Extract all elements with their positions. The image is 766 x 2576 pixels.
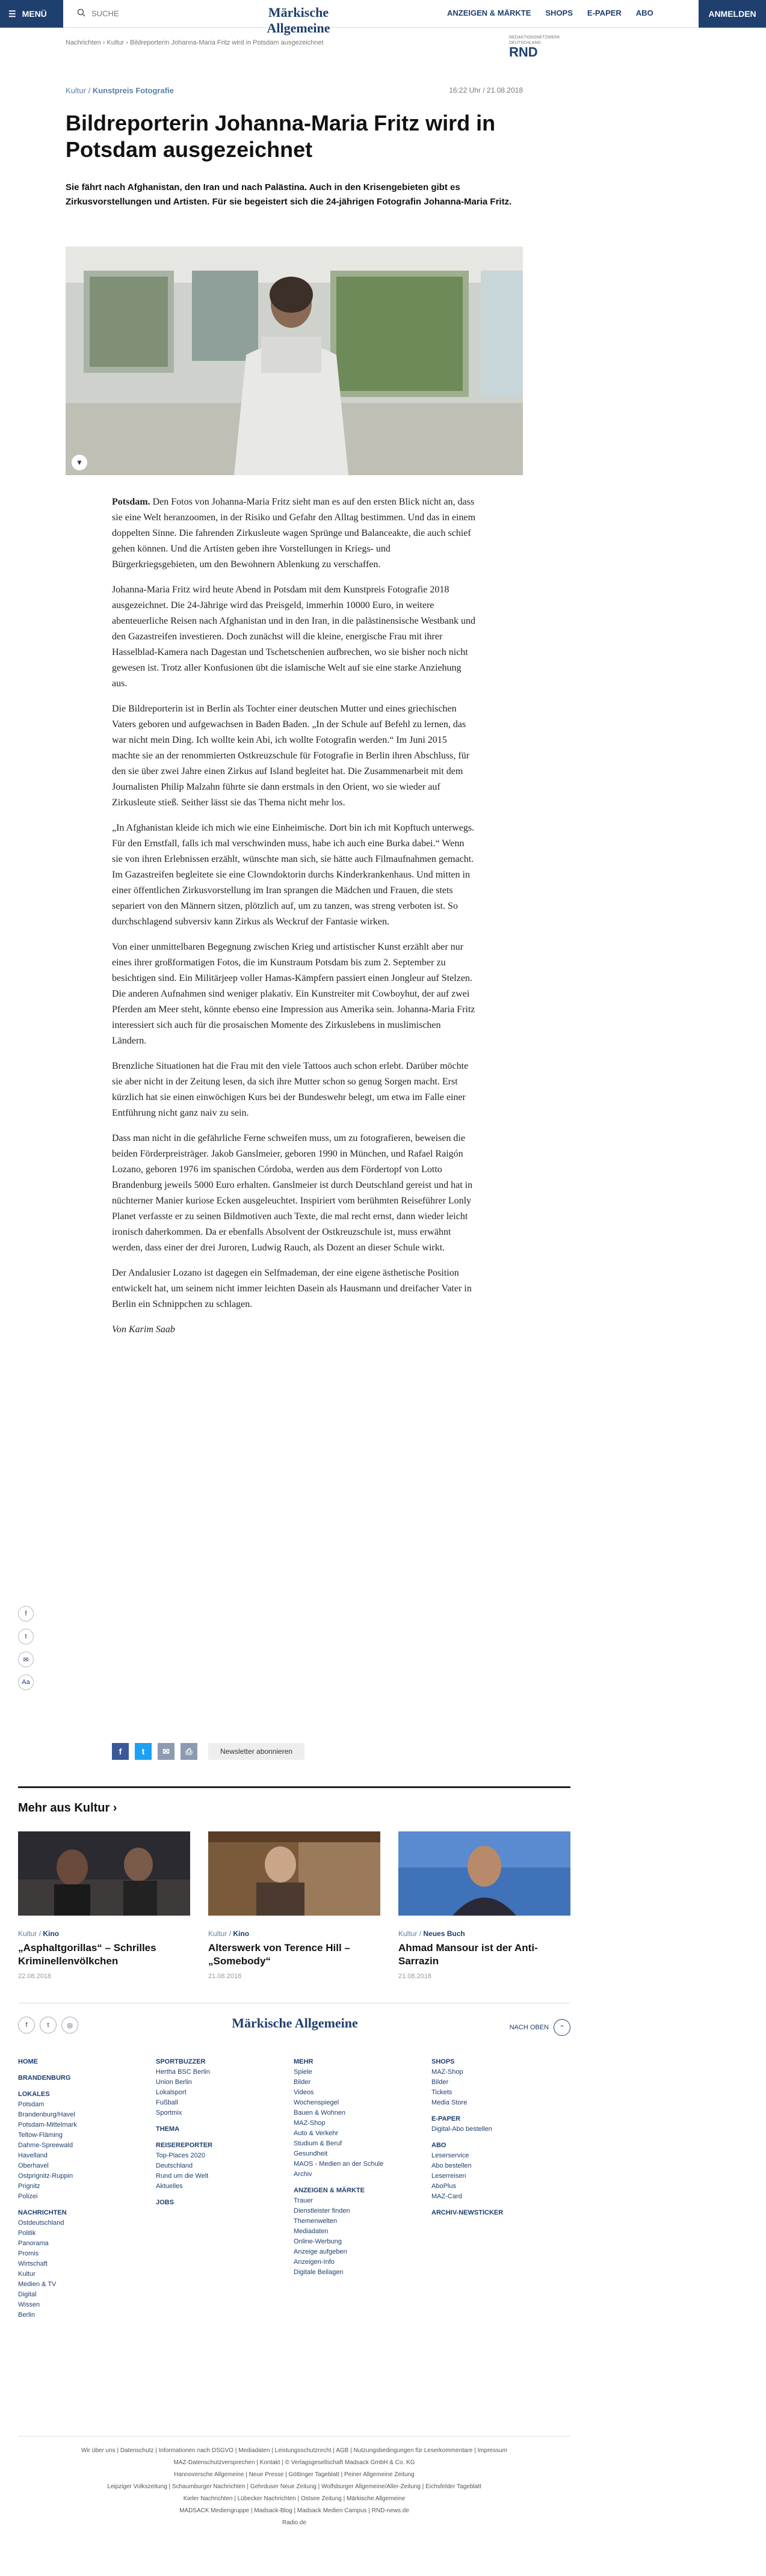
footer-link[interactable]: Spiele xyxy=(294,2068,312,2076)
footer-heading[interactable]: REISEREPORTER xyxy=(156,2142,213,2149)
teaser-sub: Kino xyxy=(233,1929,250,1938)
footer-link[interactable]: Bauen & Wohnen xyxy=(294,2109,346,2116)
teaser-category: Kultur / Kino xyxy=(208,1929,250,1938)
top-nav xyxy=(447,8,653,17)
author: Von Karim Saab xyxy=(112,1324,175,1335)
back-to-top[interactable] xyxy=(510,2019,570,2036)
rnd-logo[interactable] xyxy=(509,35,569,59)
paragraph: Dass man nicht in die gefährliche Ferne schweifen muss, um zu fotografieren, beweisen die beiden Förderpreisträger. Jakob Ganslmeier, geboren 1990 in München, und Rafael Raigón Lozano, geboren 1976 im spanischen Córdoba, werden aus dem Fördertopf von Lotto Brandenburg jeweils 5000 Euro erhalten. Ganslmeier ist durch Deutschland gereist und hat in nüchterner Manier kuriose Ecken ausgeleuchtet. Inspiriert vom berühmten Reiseführer Lonly Planet verfasste er zu seinen Bildmotiven auch Texte, die mal recht ernst, dann wieder leicht ironisch daherkommen. Da er ebenfalls Absolvent der Ostkreuzschule ist, muss erwähnt werden, dass einer der drei Juroren, Ludwig Rauch, als Dozent an dieser Schule wirkt. xyxy=(112,1133,473,1253)
floating-share xyxy=(18,1606,34,1690)
footer-heading[interactable]: ABO xyxy=(431,2142,446,2149)
facebook-icon[interactable]: f xyxy=(18,2017,35,2033)
footer-link[interactable]: Polizei xyxy=(18,2193,38,2200)
footer-social xyxy=(18,2017,78,2033)
paragraph: Von einer unmittelbaren Begegnung zwischen Krieg und artistischer Kunst erzählt aber nur eines ihrer großformatigen Fotos, die im Kunstraum Potsdam bis zum 2. September zu besichtigen sind. Ein Militärjeep voller Hamas-Kämpfern passiert einen Jongleur auf Stelzen. Die anderen Aufnahmen sind weniger plakativ. Ein Kunstreiter mit Cowboyhut, der auf zwei Pferden am Meer steht, könnte ebenso eine Impression aus Amerika sein. Johanna-Maria Fritz interessiert sich auch für die prosaischen Momente des Zirkuslebens in muslimischen Ländern. xyxy=(112,942,475,1046)
footer-link[interactable]: Studium & Beruf xyxy=(294,2140,342,2147)
nav-anzeigen[interactable]: ANZEIGEN & MÄRKTE xyxy=(447,8,531,17)
footer-link[interactable]: Gesundheit xyxy=(294,2150,328,2157)
footer-heading[interactable]: NACHRICHTEN xyxy=(18,2209,67,2216)
footer-link[interactable]: Archiv xyxy=(294,2171,312,2178)
footer-link[interactable]: Promis xyxy=(18,2250,39,2257)
footer-link[interactable]: Medien & TV xyxy=(18,2281,57,2288)
font-size-icon[interactable]: Aa xyxy=(18,1674,34,1690)
footer-link[interactable]: Politik xyxy=(18,2230,36,2237)
footer xyxy=(0,1997,766,2576)
footer-link[interactable]: Kultur xyxy=(18,2270,36,2278)
hero-image[interactable] xyxy=(66,247,523,475)
footer-link[interactable]: Auto & Verkehr xyxy=(294,2130,338,2137)
facebook-share-icon[interactable]: f xyxy=(112,1743,129,1760)
teaser-title: Ahmad Mansour ist der Anti-Sarrazin xyxy=(398,1942,538,1967)
footer-link[interactable]: Bilder xyxy=(431,2079,449,2086)
footer-link[interactable]: MAZ-Card xyxy=(431,2193,462,2200)
footer-link[interactable]: Deutschland xyxy=(156,2162,193,2169)
rnd-sub: REDAKTIONSNETZWERK DEUTSCHLAND xyxy=(509,35,560,45)
footer-columns xyxy=(18,2057,570,2320)
teaser-title: Alterswerk von Terence Hill – „Somebody“ xyxy=(208,1942,350,1967)
footer-heading[interactable]: THEMA xyxy=(156,2126,180,2133)
paragraph xyxy=(112,494,476,573)
footer-column xyxy=(431,2057,569,2320)
footer-link[interactable]: Aktuelles xyxy=(156,2183,183,2190)
teaser-card[interactable] xyxy=(398,1831,570,1980)
paragraph-text: Den Fotos von Johanna-Maria Fritz sieht man es auf den ersten Blick nicht an, dass sie eine Welt heranzoomen, in der Risiko und Gefahr den Alltag bestimmen. Und das in einem doppelten Sinne. Die fahrenden Zirkusleute wagen Sprünge und Balanceakte, die auch schief gehen können. Und die Artisten geben ihre Vorstellungen in Kriegs- und Bürgerkriegsgebieten, um den Bewohnern Ablenkung zu verschaffen. xyxy=(112,497,476,570)
teaser-title: „Asphaltgorillas“ – Schrilles Kriminellenvölkchen xyxy=(18,1942,156,1967)
footer-link[interactable]: Anzeige aufgeben xyxy=(294,2248,347,2255)
mail-icon[interactable]: ✉ xyxy=(18,1652,34,1667)
twitter-share-icon[interactable]: t xyxy=(135,1743,152,1760)
footer-link[interactable]: Panorama xyxy=(18,2240,49,2247)
teaser-category: Kultur / Kino xyxy=(18,1929,60,1938)
paragraph: Der Andalusier Lozano ist dagegen ein Selfmademan, der eine eigene ästhetische Position entwickelt hat, um seinem nicht immer leichten Dasein als Hausmann und dreifacher Vater in Berlin ein Schnippchen zu schlagen. xyxy=(112,1268,472,1309)
footer-link[interactable]: Digital xyxy=(18,2291,37,2298)
teaser-sub: Kino xyxy=(43,1929,60,1938)
footer-heading[interactable]: HOME xyxy=(18,2058,38,2065)
footer-link[interactable]: Ostdeutschland xyxy=(18,2219,64,2227)
footer-link[interactable]: MAZ-Shop xyxy=(294,2120,326,2127)
footer-column xyxy=(18,2057,156,2320)
footer-heading[interactable]: MEHR xyxy=(294,2058,314,2065)
topic-link[interactable]: Kunstpreis Fotografie xyxy=(92,86,174,95)
nav-shops[interactable]: SHOPS xyxy=(545,8,573,17)
article-lead: Sie fährt nach Afghanistan, den Iran und nach Palästina. Auch in den Krisengebieten gibt es Zirkusvorstellungen und Artisten. Für sie begeistert sich die 24-jährigen Fotografin Johanna-Maria Fritz. xyxy=(66,182,512,207)
footer-heading[interactable]: SPORTBUZZER xyxy=(156,2058,206,2065)
search-label: SUCHE xyxy=(91,9,119,18)
category-link[interactable]: Kultur xyxy=(66,86,86,95)
nav-epaper[interactable]: E-PAPER xyxy=(587,8,622,17)
menu-label: MENÜ xyxy=(22,9,47,19)
footer-link[interactable]: Dahme-Spreewald xyxy=(18,2142,73,2149)
footer-heading[interactable]: SHOPS xyxy=(431,2058,455,2065)
share-bar xyxy=(112,1743,304,1760)
top-bar xyxy=(0,0,766,35)
legal-links[interactable]: Radio.de xyxy=(282,2519,307,2526)
footer-link[interactable]: Brandenburg/Havel xyxy=(18,2111,75,2118)
footer-heading[interactable]: ARCHIV-NEWSTICKER xyxy=(431,2209,504,2216)
breadcrumb[interactable]: Nachrichten › Kultur › Bildreporterin Johanna-Maria Fritz wird in Potsdam ausgezeichnet xyxy=(66,39,324,46)
footer-link[interactable]: Teltow-Fläming xyxy=(18,2132,63,2139)
footer-link[interactable]: Lokalsport xyxy=(156,2089,187,2096)
legal-links[interactable]: MADSACK Mediengruppe | Madsack-Blog | Madsack Medien Campus | RND-news.de xyxy=(179,2507,409,2514)
teaser-cat: Kultur xyxy=(398,1929,418,1938)
footer-link[interactable]: Union Berlin xyxy=(156,2079,192,2086)
footer-link[interactable]: Havelland xyxy=(18,2152,48,2159)
footer-heading[interactable]: ANZEIGEN & MÄRKTE xyxy=(294,2187,365,2194)
footer-logo[interactable]: Märkische Allgemeine xyxy=(232,2015,358,2030)
footer-link[interactable]: Potsdam-Mittelmark xyxy=(18,2121,77,2129)
legal-links[interactable]: Wir über uns | Datenschutz | Informationen nach DSGVO | Mediadaten | Leistungsschutzrecht | AGB | Nutzungsbedingungen für Leserkommentare | Impressum xyxy=(81,2447,507,2454)
footer-link[interactable]: Videos xyxy=(294,2089,314,2096)
footer-link[interactable]: Abo bestellen xyxy=(431,2162,472,2169)
more-section-title[interactable]: Mehr aus Kultur › xyxy=(18,1801,117,1815)
mail-share-icon[interactable]: ✉ xyxy=(158,1743,175,1760)
teaser-cat: Kultur xyxy=(18,1929,37,1938)
hero-photo xyxy=(66,247,523,475)
legal-links[interactable]: MAZ-Datenschutzversprechen | Kontakt | © Verlagsgesellschaft Madsack GmbH & Co. KG xyxy=(173,2459,415,2466)
login-button[interactable]: ANMELDEN xyxy=(699,0,766,28)
footer-column xyxy=(156,2057,294,2320)
article-meta xyxy=(66,86,523,95)
footer-link[interactable]: Bilder xyxy=(294,2079,311,2086)
more-cards xyxy=(18,1831,570,1980)
footer-link[interactable]: Leserreisen xyxy=(431,2172,466,2180)
teaser-image xyxy=(208,1831,380,1916)
footer-link[interactable]: Media Store xyxy=(431,2099,468,2106)
instagram-icon[interactable]: ◎ xyxy=(61,2017,78,2033)
footer-heading[interactable]: LOKALES xyxy=(18,2091,50,2098)
footer-link[interactable]: Dienstleister finden xyxy=(294,2207,350,2215)
footer-link[interactable]: Digitale Beilagen xyxy=(294,2269,344,2276)
footer-link[interactable]: Top-Places 2020 xyxy=(156,2152,205,2159)
twitter-icon[interactable]: t xyxy=(18,1629,34,1644)
article-date: 16:22 Uhr / 21.08.2018 xyxy=(449,86,523,94)
footer-link[interactable]: Rund um die Welt xyxy=(156,2172,209,2180)
paragraph: Die Bildreporterin ist in Berlin als Tochter einer deutschen Mutter und eines griechischen Vaters geboren und aufgewachsen in Baden Baden. „In der Schule auf Befehl zu lernen, das war nicht mein Ding. Ich wollte kein Abi, ich wollte Fotografin werden.“ Im Juni 2015 machte sie an der renommierten Ostkreuzschule für Fotografie in Berlin ihren Abschluss, für den sie über zwei Jahre einen Zirkus auf Island begleitet hat. Die Zusammenarbeit mit dem Journalisten Philip Malzahn führte sie dann erstmals in den Orient, wo sie wieder auf Zirkusleute stieß. Seither lässt sie das Thema nicht mehr los. xyxy=(112,704,470,808)
rnd-label: RND xyxy=(509,45,538,60)
footer-link[interactable]: Prignitz xyxy=(18,2183,40,2190)
chevron-down-icon[interactable]: ▼ xyxy=(72,455,87,470)
footer-link[interactable]: Themenwelten xyxy=(294,2218,338,2225)
footer-link[interactable]: Online-Werbung xyxy=(294,2238,342,2245)
teaser-cat: Kultur xyxy=(208,1929,227,1938)
footer-link[interactable]: AboPlus xyxy=(431,2183,456,2190)
teaser-category: Kultur / Neues Buch xyxy=(398,1929,465,1938)
footer-legal xyxy=(18,2436,570,2529)
teaser-card[interactable] xyxy=(208,1831,380,1980)
legal-links[interactable]: Leipziger Volkszeitung | Schaumburger Nachrichten | Gehrduser Neue Zeitung | Wolfsburger Allgemeine/Aller-Zeitung | Eichsfelder Tageblatt xyxy=(107,2483,481,2490)
footer-link[interactable]: Berlin xyxy=(18,2311,36,2319)
footer-link[interactable]: Potsdam xyxy=(18,2101,45,2108)
article-body xyxy=(112,494,476,1347)
nav-abo[interactable]: ABO xyxy=(635,8,653,17)
footer-link[interactable]: Digital-Abo bestellen xyxy=(431,2126,492,2133)
footer-link[interactable]: Leserservice xyxy=(431,2152,469,2159)
footer-link[interactable]: Oberhavel xyxy=(18,2162,49,2169)
legal-links[interactable]: Hannoversche Allgemeine | Neue Presse | Göttinger Tageblatt | Peiner Allgemeine Zeitung xyxy=(174,2471,415,2478)
print-icon[interactable]: ⎙ xyxy=(181,1743,197,1760)
search-icon xyxy=(77,8,85,19)
paragraph: Brenzliche Situationen hat die Frau mit den viele Tattoos auch schon erlebt. Darüber möchte sie aber nicht in der Zeitung lesen, da sich ihre Mutter schon so genug Sorgen macht. Erst kürzlich hat sie einen einwöchigen Kurs bei der Bundeswehr belegt, um etwa im Falle einer Entführung nicht ganz naiv zu sein. xyxy=(112,1061,469,1118)
menu-button[interactable] xyxy=(0,0,63,28)
article-title: Bildreporterin Johanna-Maria Fritz wird in Potsdam ausgezeichnet xyxy=(66,111,496,162)
teaser-date: 22.08.2018 xyxy=(18,1973,52,1980)
footer-link[interactable]: Fußball xyxy=(156,2099,178,2106)
chevron-up-icon: ⌃ xyxy=(554,2019,570,2036)
legal-links[interactable]: Kieler Nachrichten | Lübecker Nachrichten | Ostsee Zeitung | Märkische Allgemeine xyxy=(183,2495,406,2502)
search-button[interactable] xyxy=(77,8,119,19)
footer-link[interactable]: Hertha BSC Berlin xyxy=(156,2068,210,2076)
teaser-sub: Neues Buch xyxy=(423,1929,465,1938)
hamburger-icon: ☰ xyxy=(8,8,16,19)
teaser-image xyxy=(18,1831,190,1916)
footer-heading[interactable]: E-PAPER xyxy=(431,2115,461,2123)
paragraph: Johanna-Maria Fritz wird heute Abend in Potsdam mit dem Kunstpreis Fotografie 2018 ausgezeichnet. Die 24-Jährige wird das Preisgeld, immerhin 10000 Euro, in weitere abenteuerliche Reisen nach Afghanistan und in den Iran, in die palästinensische Westbank und den Gazastreifen investieren. Doch zunächst will die kleine, energische Frau mit ihrer Hasselblad-Kamera nach Dagestan und Tschetschenien aufbrechen, wo sie bisher noch nicht gewesen ist. Trotz aller Konfusionen übt die islamische Welt auf sie eine starke Anziehung aus. xyxy=(112,585,476,689)
footer-link[interactable]: Mediadaten xyxy=(294,2228,329,2235)
footer-link[interactable]: Trauer xyxy=(294,2197,313,2204)
footer-link[interactable]: MAOS - Medien an der Schule xyxy=(294,2160,384,2168)
footer-column xyxy=(294,2057,431,2320)
dateline: Potsdam. xyxy=(112,497,150,507)
back-to-top-label: NACH OBEN xyxy=(509,2024,549,2031)
footer-link[interactable]: Tickets xyxy=(431,2089,452,2096)
twitter-icon[interactable]: t xyxy=(40,2017,57,2033)
category-line: Kultur / Kunstpreis Fotografie xyxy=(66,86,174,95)
footer-link[interactable]: Wochenspiegel xyxy=(294,2099,339,2106)
section-divider xyxy=(18,1786,570,1788)
footer-link[interactable]: Wissen xyxy=(18,2301,40,2308)
footer-heading[interactable]: BRANDENBURG xyxy=(18,2074,71,2082)
teaser-date: 21.08.2018 xyxy=(398,1973,432,1980)
newsletter-button[interactable]: Newsletter abonnieren xyxy=(208,1743,304,1760)
footer-link[interactable]: Wirtschaft xyxy=(18,2260,48,2267)
footer-heading[interactable]: JOBS xyxy=(156,2199,174,2206)
footer-link[interactable]: Sportmix xyxy=(156,2109,182,2116)
teaser-card[interactable] xyxy=(18,1831,190,1980)
teaser-image xyxy=(398,1831,570,1916)
footer-top xyxy=(18,2003,570,2039)
paragraph: „In Afghanistan kleide ich mich wie eine Einheimische. Dort bin ich mit Kopftuch unterwegs. Für den Ernstfall, falls ich mal verschwinden muss, habe ich auch eine Burka dabei.“ Wenn sie von ihren Erlebnissen erzählt, wünschte man sich, sie hätte auch Filmaufnahmen gemacht. Im Gazastreifen begleitete sie eine Clowndoktorin durchs Kinderkrankenhaus. Und mitten in einer öffentlichen Zirkusvorstellung im Iran sprangen die Mädchen und Frauen, die stets separiert von den Männern sitzen, plötzlich auf, um zu tanzen, was streng verboten ist. So durchschlagend subversiv kann Zirkus als Weckruf der Fantasie wirken. xyxy=(112,823,475,927)
footer-link[interactable]: MAZ-Shop xyxy=(431,2068,463,2076)
site-logo[interactable]: Märkische Allgemeine xyxy=(267,5,330,35)
footer-link[interactable]: Anzeigen-Info xyxy=(294,2258,335,2266)
teaser-date: 21.08.2018 xyxy=(208,1973,242,1980)
facebook-icon[interactable]: f xyxy=(18,1606,34,1622)
footer-link[interactable]: Ostprignitz-Ruppin xyxy=(18,2172,73,2180)
